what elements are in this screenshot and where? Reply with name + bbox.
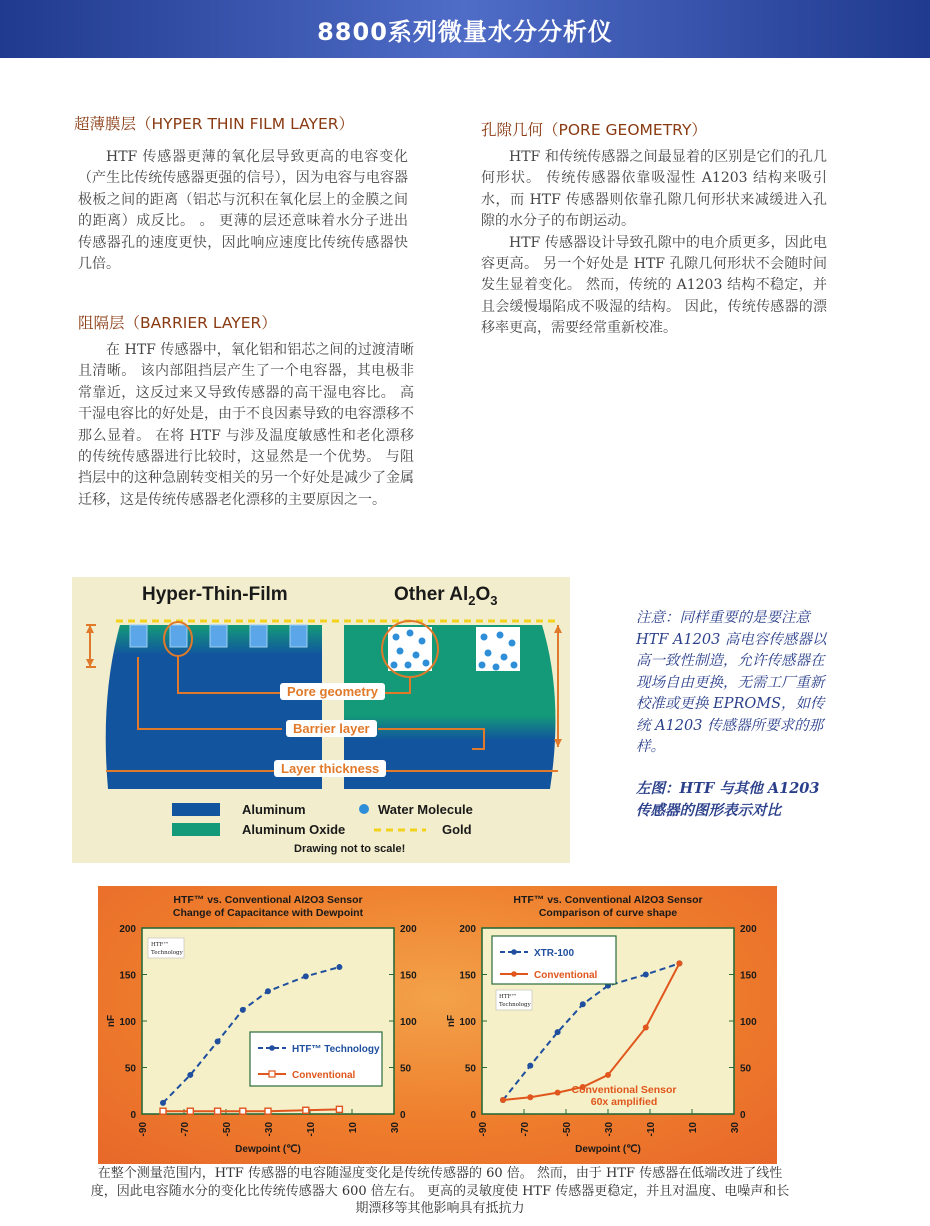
y-tick-label: 50: [124, 1063, 136, 1075]
x-tick-label: -30: [604, 1122, 615, 1137]
y-tick-label-right: 100: [400, 1017, 417, 1028]
y-tick-label: 0: [470, 1110, 476, 1121]
legend-water-icon: [359, 804, 369, 814]
y-tick-label-right: 50: [400, 1063, 412, 1075]
figure-reference: 左图：HTF 与其他 A1203 传感器的图形表示对比: [636, 780, 820, 819]
x-tick-label: -70: [180, 1122, 191, 1137]
legend-water-molecule: Water Molecule: [378, 802, 473, 817]
page-title: 8800系列微量水分分析仪: [317, 17, 613, 46]
series-point: [240, 1108, 246, 1114]
title-sub: 2: [468, 592, 476, 608]
paragraph: HTF 传感器设计导致孔隙中的电介质更多，因此电容更高。 另一个好处是 HTF 孔隙几何形状不会随时间发生显着变化。 然而，传统的 A1203 结构不稳定，并且会缓慢塌陷成不吸湿的结构。 因此，传统传感器的漂移率更高，需要经常重新校准。: [481, 234, 827, 337]
y-tick-label-right: 200: [400, 924, 417, 935]
x-tick-label: 10: [348, 1122, 359, 1134]
logo-text: Technology: [151, 950, 183, 956]
chart-annotation: Conventional Sensor: [571, 1084, 677, 1096]
x-tick-label: -90: [138, 1122, 149, 1137]
series-point: [643, 1025, 649, 1031]
series-point: [265, 1108, 271, 1114]
chart-subtitle: Change of Capacitance with Dewpoint: [172, 907, 364, 919]
logo-text: HTF™: [151, 942, 169, 948]
legend-marker: [511, 971, 517, 977]
logo-text: Technology: [499, 1002, 531, 1008]
series-point: [555, 1090, 561, 1096]
legend-marker: [269, 1045, 275, 1051]
series-point: [643, 972, 649, 978]
series-point: [336, 964, 342, 970]
series-point: [605, 1072, 611, 1078]
y-tick-label: 100: [119, 1017, 136, 1028]
chart-curve-shape-comparison: [438, 886, 777, 1164]
label-pore-geometry: Pore geometry: [280, 683, 385, 700]
y-tick-label: 0: [130, 1110, 136, 1121]
section-title-barrier: 阻隔层（BARRIER LAYER）: [78, 314, 277, 332]
section-body-hyper-thin: [78, 147, 408, 275]
legend-label: HTF™ Technology: [292, 1044, 380, 1055]
paragraph: HTF 传感器更薄的氧化层导致更高的电容变化（产生比传统传感器更强的信号），因为电容与电容器极板之间的距离（铝芯与沉积在氧化层上的金膜之间的距离）成反比。 。 更薄的层还意味着水分子进出传感器孔的速度更快，因此响应速度比传统传感器快几倍。: [78, 149, 408, 273]
side-note: 注意：同样重要的是要注意 HTF A1203 高电容传感器以高一致性制造，允许传感器在现场自由更换，无需工厂重新校准或更换 EPROMS，如传统 A1203 传感器所要求的那样。: [636, 610, 827, 755]
y-tick-label-right: 50: [740, 1063, 752, 1075]
series-point: [160, 1108, 166, 1114]
label-barrier-layer: Barrier layer: [286, 720, 377, 737]
x-tick-label: -10: [646, 1122, 657, 1137]
legend-label: XTR-100: [534, 948, 575, 959]
y-axis-label: nF: [106, 1014, 117, 1028]
series-point: [265, 988, 271, 994]
section-body-barrier: [78, 340, 414, 511]
x-tick-label: -50: [562, 1122, 573, 1137]
series-point: [215, 1108, 221, 1114]
series-point: [215, 1038, 221, 1044]
series-point: [187, 1108, 193, 1114]
series-point: [336, 1106, 342, 1112]
x-tick-label: -70: [520, 1122, 531, 1137]
section-body-pore: [481, 147, 827, 340]
chart-subtitle: Comparison of curve shape: [538, 907, 678, 919]
diagram-scale-note: Drawing not to scale!: [294, 843, 406, 855]
x-axis-label: Dewpoint (℃): [235, 1144, 301, 1155]
y-tick-label: 100: [459, 1017, 476, 1028]
y-axis-label: nF: [446, 1014, 457, 1028]
diagram-title-htf: Hyper-Thin-Film: [142, 584, 288, 605]
series-point: [580, 1001, 586, 1007]
legend-label: Conventional: [534, 970, 598, 981]
series-point: [676, 960, 682, 966]
series-point: [527, 1063, 533, 1069]
charts-panel: [98, 886, 777, 1164]
diagram-title-other: [394, 584, 498, 608]
series-point: [303, 973, 309, 979]
series-point: [240, 1007, 246, 1013]
series-point: [555, 1029, 561, 1035]
x-tick-label: 30: [730, 1122, 741, 1134]
chart-title: HTF™ vs. Conventional Al2O3 Sensor: [173, 894, 363, 906]
series-point: [160, 1100, 166, 1106]
series-point: [500, 1097, 506, 1103]
layer-diagram: [72, 577, 570, 863]
legend-aluminum: Aluminum: [242, 802, 306, 817]
y-tick-label-right: 150: [740, 970, 757, 982]
title-sub: 3: [490, 592, 498, 608]
y-tick-label-right: 0: [740, 1110, 746, 1121]
legend-aluminum-oxide: Aluminum Oxide: [242, 822, 346, 837]
y-tick-label: 50: [464, 1063, 476, 1075]
legend-gold: Gold: [442, 822, 472, 837]
charts-caption: 在整个测量范围内，HTF 传感器的电容随湿度变化是传统传感器的 60 倍。 然而，由于 HTF 传感器在低端改进了线性度，因此电容随水分的变化比传统传感器大 600 倍左右。 更高的灵敏度使 HTF 传感器更稳定，并且对温度、电噪声和长期漂移等其他影响具有抵抗力: [90, 1166, 790, 1216]
section-title-pore: 孔隙几何（PORE GEOMETRY）: [481, 121, 707, 139]
y-tick-label-right: 200: [740, 924, 757, 935]
x-tick-label: 30: [390, 1122, 401, 1134]
title-part: O: [475, 584, 491, 605]
paragraph: 在 HTF 传感器中，氧化铝和铝芯之间的过渡清晰且清晰。 该内部阻挡层产生了一个电容器，其电极非常靠近，这反过来又导致传感器的高干湿电容比。 高干湿电容比的好处是，由于不良因素导致的电容漂移不那么显着。 在将 HTF 与涉及温度敏感性和老化漂移的传统传感器进行比较时，这显然是一个优势。 与阻挡层中的这种急剧转变相关的另一个好处是减少了金属迁移，这是传统传感器老化漂移的主要原因之一。: [78, 342, 414, 508]
logo-text: HTF™: [499, 994, 517, 1000]
series-point: [303, 1107, 309, 1113]
x-axis-label: Dewpoint (℃): [575, 1144, 641, 1155]
chart-annotation: 60x amplified: [590, 1096, 658, 1108]
label-layer-thickness: Layer thickness: [274, 760, 386, 777]
x-tick-label: 10: [688, 1122, 699, 1134]
x-tick-label: -30: [264, 1122, 275, 1137]
y-tick-label: 150: [459, 970, 476, 982]
legend-swatch-oxide: [172, 823, 220, 836]
y-tick-label-right: 150: [400, 970, 417, 982]
legend-marker: [511, 949, 517, 955]
y-tick-label: 200: [119, 924, 136, 935]
chart-title: HTF™ vs. Conventional Al2O3 Sensor: [513, 894, 703, 906]
paragraph: HTF 和传统传感器之间最显着的区别是它们的孔几何形状。 传统传感器依靠吸湿性 A1203 结构来吸引水，而 HTF 传感器则依靠孔隙几何形状来减缓进入孔隙的水分子的布朗运动。: [481, 149, 827, 230]
series-point: [187, 1072, 193, 1078]
x-tick-label: -10: [306, 1122, 317, 1137]
legend-swatch-aluminum: [172, 803, 220, 816]
y-tick-label-right: 0: [400, 1110, 406, 1121]
chart-capacitance-vs-dewpoint: [98, 886, 438, 1164]
y-tick-label: 150: [119, 970, 136, 982]
header-banner: [0, 0, 930, 58]
section-title-hyper-thin: 超薄膜层（HYPER THIN FILM LAYER）: [74, 115, 355, 133]
legend-marker: [269, 1071, 275, 1077]
x-tick-label: -90: [478, 1122, 489, 1137]
y-tick-label-right: 100: [740, 1017, 757, 1028]
x-tick-label: -50: [222, 1122, 233, 1137]
legend-label: Conventional: [292, 1070, 356, 1081]
series-point: [527, 1094, 533, 1100]
y-tick-label: 200: [459, 924, 476, 935]
title-part: Other Al: [394, 584, 469, 605]
